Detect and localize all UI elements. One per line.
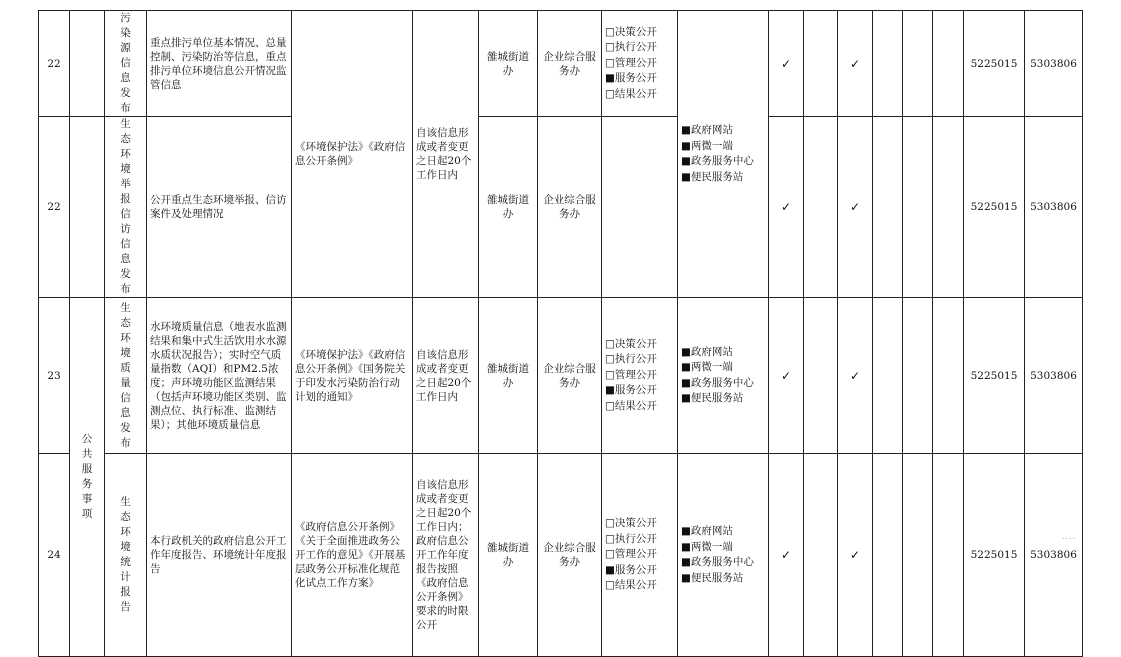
empty-cell	[903, 11, 933, 117]
phone-cell: 5303806	[1025, 454, 1083, 657]
empty-cell	[933, 454, 964, 657]
subject-cell: 生态环境质量信息发布	[105, 298, 147, 454]
row-index: 23	[39, 298, 70, 454]
scope-item: ■服务公开	[605, 384, 657, 397]
scope-item: □执行公开	[605, 353, 657, 366]
agency-cell: 雒城街道办	[479, 298, 538, 454]
table-row	[39, 454, 1083, 657]
agency-cell: 雒城街道办	[479, 454, 538, 657]
content-cell: 公开重点生态环境举报、信访案件及处理情况	[147, 117, 292, 298]
phone-cell: 5225015	[964, 454, 1025, 657]
agency-cell: 雒城街道办	[479, 117, 538, 298]
channel-item: ■便民服务站	[681, 571, 744, 584]
channel-item: ■两微一端	[681, 139, 733, 152]
channel-item: ■两微一端	[681, 540, 733, 553]
channels-cell	[678, 11, 769, 298]
scope-item: □结果公开	[605, 87, 657, 100]
content-cell: 重点排污单位基本情况、总量控制、污染防治等信息，重点排污单位环境信息公开情况监管信息	[147, 11, 292, 117]
scope-item: □结果公开	[605, 579, 657, 592]
scope-cell	[602, 298, 678, 454]
category-cell-empty	[70, 117, 105, 298]
empty-cell	[903, 454, 933, 657]
disclosure-table	[38, 10, 1083, 657]
empty-cell	[873, 454, 903, 657]
empty-cell	[873, 117, 903, 298]
table-row	[39, 117, 1083, 298]
empty-cell	[804, 117, 838, 298]
subject-cell: 生态环境统计报告	[105, 454, 147, 657]
check-mark: ✓	[769, 117, 804, 298]
channel-item: ■政府网站	[681, 525, 733, 537]
scope-cell	[602, 11, 678, 117]
channel-item: ■政务服务中心	[681, 155, 754, 167]
content-cell: 水环境质量信息（地表水监测结果和集中式生活饮用水水源水质状况报告）；实时空气质量指数（AQI）和PM2.5浓度；声环境功能区监测结果（包括声环境功能区类别、监测点位、执行标准、监测结果）；其他环境质量信息	[147, 298, 292, 454]
scope-item: □执行公开	[605, 532, 657, 545]
body-cell: 企业综合服务办	[538, 117, 602, 298]
empty-cell	[804, 11, 838, 117]
scope-item: □决策公开	[605, 517, 657, 530]
channel-item: ■政府网站	[681, 345, 733, 358]
category-cell: 公共服务事项	[70, 298, 105, 657]
phone-cell: 5303806	[1025, 298, 1083, 454]
table-row	[39, 298, 1083, 454]
basis-cell: 《环境保护法》《政府信息公开条例》《国务院关于印发水污染防治行动计划的通知》	[292, 298, 413, 454]
scope-item: ■服务公开	[605, 72, 657, 85]
empty-cell	[903, 298, 933, 454]
scope-item: ■服务公开	[605, 563, 657, 576]
phone-cell: 5303806	[1025, 117, 1083, 298]
phone-cell: 5225015	[964, 11, 1025, 117]
empty-cell	[873, 298, 903, 454]
body-cell: 企业综合服务办	[538, 454, 602, 657]
page-edge-mark: ....	[1062, 532, 1077, 541]
body-cell: 企业综合服务办	[538, 298, 602, 454]
deadline-cell: 自该信息形成或者变更之日起20个工作日内；政府信息公开工作年度报告按照《政府信息公开条例》要求的时限公开	[413, 454, 479, 657]
check-mark: ✓	[769, 298, 804, 454]
channel-item: ■便民服务站	[681, 392, 744, 404]
phone-cell: 5225015	[964, 298, 1025, 454]
content-cell: 本行政机关的政府信息公开工作年度报告、环境统计年度报告	[147, 454, 292, 657]
check-mark: ✓	[769, 11, 804, 117]
channel-item: ■便民服务站	[681, 170, 744, 183]
phone-cell: 5225015	[964, 117, 1025, 298]
agency-cell: 雒城街道办	[479, 11, 538, 117]
body-cell: 企业综合服务办	[538, 11, 602, 117]
row-index: 24	[39, 454, 70, 657]
subject-cell: 生态环境举报信访信息发布	[105, 117, 147, 298]
scope-item: □管理公开	[605, 548, 657, 561]
scope-item: □结果公开	[605, 399, 657, 412]
basis-cell: 《政府信息公开条例》《关于全面推进政务公开工作的意见》《开展基层政务公开标准化规范化试点工作方案》	[292, 454, 413, 657]
empty-cell	[873, 11, 903, 117]
channel-item: ■政务服务中心	[681, 376, 754, 389]
empty-cell	[933, 11, 964, 117]
scope-item: □决策公开	[605, 25, 657, 38]
channel-item: ■两微一端	[681, 361, 733, 373]
deadline-cell: 自该信息形成或者变更之日起20个工作日内	[413, 298, 479, 454]
empty-cell	[933, 298, 964, 454]
category-cell-empty	[70, 11, 105, 117]
check-mark: ✓	[838, 11, 873, 117]
subject-cell: 污染源信息发布	[105, 11, 147, 117]
empty-cell	[804, 298, 838, 454]
deadline-cell: 自该信息形成或者变更之日起20个工作日内	[413, 11, 479, 298]
check-mark: ✓	[838, 454, 873, 657]
table-row	[39, 11, 1083, 117]
channel-item: ■政府网站	[681, 124, 733, 136]
scope-cell	[602, 454, 678, 657]
scope-cell-empty	[602, 117, 678, 298]
row-index: 22	[39, 11, 70, 117]
check-mark: ✓	[838, 117, 873, 298]
channels-cell	[678, 298, 769, 454]
scope-item: □管理公开	[605, 56, 657, 69]
basis-cell: 《环境保护法》《政府信息公开条例》	[292, 11, 413, 298]
empty-cell	[903, 117, 933, 298]
channel-item: ■政务服务中心	[681, 556, 754, 568]
empty-cell	[933, 117, 964, 298]
phone-cell: 5303806	[1025, 11, 1083, 117]
scope-item: □决策公开	[605, 337, 657, 350]
channels-cell	[678, 454, 769, 657]
check-mark: ✓	[838, 298, 873, 454]
check-mark: ✓	[769, 454, 804, 657]
empty-cell	[804, 454, 838, 657]
scope-item: □执行公开	[605, 41, 657, 54]
row-index: 22	[39, 117, 70, 298]
scope-item: □管理公开	[605, 368, 657, 381]
